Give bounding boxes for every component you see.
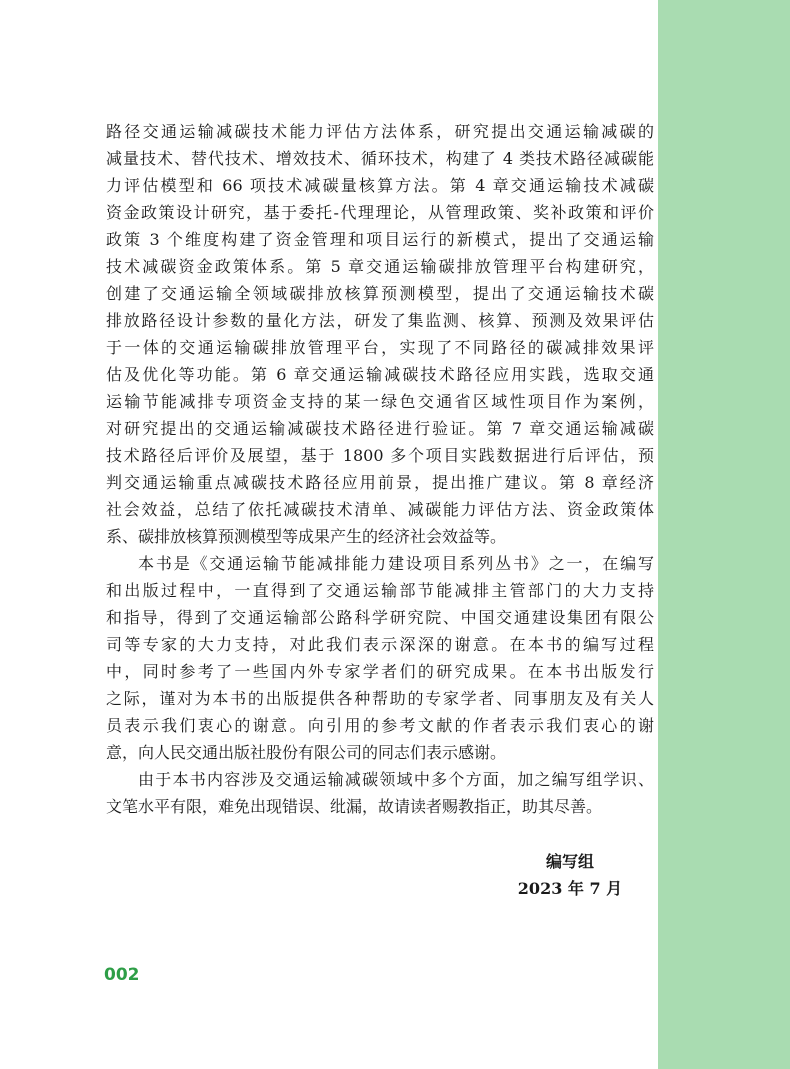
body-text [106, 118, 654, 820]
text-line: 员表示我们衷心的谢意。向引用的参考文献的作者表示我们衷心的谢 [106, 716, 654, 735]
text-line: 文笔水平有限，难免出现错误、纰漏，故请读者赐教指正，助其尽善。 [106, 797, 603, 816]
text-line: 判交通运输重点减碳技术路径应用前景，提出推广建议。第 8 章经济 [106, 473, 654, 492]
text-line: 资金政策设计研究，基于委托-代理理论，从管理政策、奖补政策和评价 [106, 203, 654, 222]
text-line: 和出版过程中，一直得到了交通运输部节能减排主管部门的大力支持 [106, 581, 654, 600]
text-line: 司等专家的大力支持，对此我们表示深深的谢意。在本书的编写过程 [106, 635, 654, 654]
text-line: 技术减碳资金政策体系。第 5 章交通运输碳排放管理平台构建研究， [106, 257, 654, 276]
text-line: 于一体的交通运输碳排放管理平台，实现了不同路径的碳减排效果评 [106, 338, 654, 357]
text-line: 力评估模型和 66 项技术减碳量核算方法。第 4 章交通运输技术减碳 [106, 176, 654, 195]
side-color-band [658, 0, 790, 1069]
page-number: 002 [104, 965, 140, 985]
text-line: 排放路径设计参数的量化方法，研发了集监测、核算、预测及效果评估 [106, 311, 654, 330]
text-line: 意，向人民交通出版社股份有限公司的同志们表示感谢。 [106, 743, 507, 762]
text-line: 政策 3 个维度构建了资金管理和项目运行的新模式，提出了交通运输 [106, 230, 654, 249]
text-line: 中，同时参考了一些国内外专家学者们的研究成果。在本书出版发行 [106, 662, 654, 681]
text-line: 减量技术、替代技术、增效技术、循环技术，构建了 4 类技术路径减碳能 [106, 149, 654, 168]
text-line: 技术路径后评价及展望，基于 1800 多个项目实践数据进行后评估，预 [106, 446, 654, 465]
text-line: 系、碳排放核算预测模型等成果产生的经济社会效益等。 [106, 527, 507, 546]
text-line: 估及优化等功能。第 6 章交通运输减碳技术路径应用实践，选取交通 [106, 365, 654, 384]
text-line: 由于本书内容涉及交通运输减碳领域中多个方面，加之编写组学识、 [138, 770, 654, 789]
signature-date: 2023 年 7 月 [517, 879, 623, 898]
text-line: 社会效益，总结了依托减碳技术清单、减碳能力评估方法、资金政策体 [106, 500, 654, 519]
text-line: 路径交通运输减碳技术能力评估方法体系，研究提出交通运输减碳的 [106, 122, 654, 141]
text-line: 和指导，得到了交通运输部公路科学研究院、中国交通建设集团有限公 [106, 608, 654, 627]
signature-author: 编写组 [545, 852, 594, 871]
text-line: 对研究提出的交通运输减碳技术路径进行验证。第 7 章交通运输减碳 [106, 419, 654, 438]
text-line: 之际，谨对为本书的出版提供各种帮助的专家学者、同事朋友及有关人 [106, 689, 654, 708]
text-line: 本书是《交通运输节能减排能力建设项目系列丛书》之一，在编写 [138, 554, 654, 573]
text-line: 运输节能减排专项资金支持的某一绿色交通省区域性项目作为案例， [106, 392, 654, 411]
text-line: 创建了交通运输全领域碳排放核算预测模型，提出了交通运输技术碳 [106, 284, 654, 303]
